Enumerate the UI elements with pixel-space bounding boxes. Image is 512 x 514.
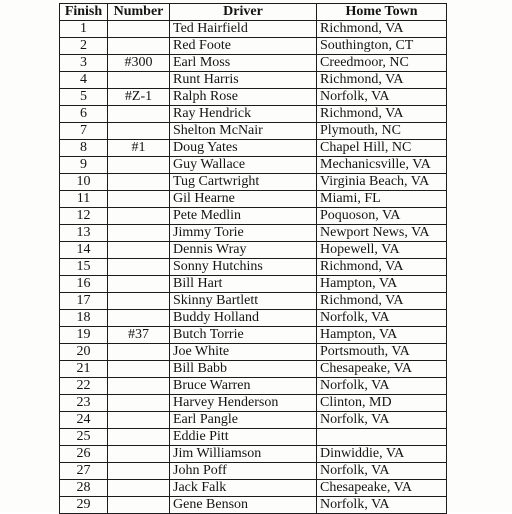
home-town-cell: Clinton, MD: [317, 395, 447, 412]
car-number-cell: [108, 361, 170, 378]
car-number-cell: [108, 395, 170, 412]
car-number-cell: [108, 429, 170, 446]
car-number-cell: [108, 72, 170, 89]
driver-name-cell: Dennis Wray: [170, 242, 317, 259]
finish-position-cell: 11: [60, 191, 108, 208]
home-town-column-header: Home Town: [317, 4, 447, 21]
finish-position-cell: 6: [60, 106, 108, 123]
driver-name-cell: Buddy Holland: [170, 310, 317, 327]
home-town-cell: Hampton, VA: [317, 276, 447, 293]
driver-name-cell: Runt Harris: [170, 72, 317, 89]
driver-name-cell: Ray Hendrick: [170, 106, 317, 123]
race-results-table: [59, 3, 447, 514]
home-town-cell: Norfolk, VA: [317, 310, 447, 327]
home-town-cell: Norfolk, VA: [317, 89, 447, 106]
table-row: [60, 293, 447, 310]
car-number-cell: #37: [108, 327, 170, 344]
home-town-cell: Plymouth, NC: [317, 123, 447, 140]
car-number-cell: [108, 259, 170, 276]
finish-position-cell: 25: [60, 429, 108, 446]
finish-position-cell: 5: [60, 89, 108, 106]
finish-position-cell: 16: [60, 276, 108, 293]
finish-position-cell: 28: [60, 480, 108, 497]
driver-name-cell: Joe White: [170, 344, 317, 361]
car-number-cell: #300: [108, 55, 170, 72]
table-row: [60, 140, 447, 157]
car-number-cell: [108, 208, 170, 225]
table-row: [60, 21, 447, 38]
driver-name-cell: Tug Cartwright: [170, 174, 317, 191]
finish-position-cell: 2: [60, 38, 108, 55]
car-number-cell: [108, 38, 170, 55]
table-row: [60, 259, 447, 276]
car-number-cell: [108, 174, 170, 191]
car-number-cell: [108, 276, 170, 293]
home-town-cell: Mechanicsville, VA: [317, 157, 447, 174]
table-row: [60, 38, 447, 55]
home-town-cell: Creedmoor, NC: [317, 55, 447, 72]
number-column-header: Number: [108, 4, 170, 21]
car-number-cell: [108, 225, 170, 242]
home-town-cell: Richmond, VA: [317, 106, 447, 123]
finish-position-cell: 10: [60, 174, 108, 191]
car-number-cell: [108, 310, 170, 327]
driver-name-cell: Pete Medlin: [170, 208, 317, 225]
home-town-cell: Southington, CT: [317, 38, 447, 55]
driver-name-cell: Jimmy Torie: [170, 225, 317, 242]
driver-name-cell: Shelton McNair: [170, 123, 317, 140]
home-town-cell: Miami, FL: [317, 191, 447, 208]
table-row: [60, 89, 447, 106]
table-row: [60, 123, 447, 140]
home-town-cell: [317, 429, 447, 446]
table-row: [60, 106, 447, 123]
driver-name-cell: Earl Pangle: [170, 412, 317, 429]
table-row: [60, 378, 447, 395]
driver-name-cell: Ralph Rose: [170, 89, 317, 106]
car-number-cell: #Z-1: [108, 89, 170, 106]
driver-name-cell: Sonny Hutchins: [170, 259, 317, 276]
table-row: [60, 208, 447, 225]
finish-position-cell: 1: [60, 21, 108, 38]
car-number-cell: [108, 21, 170, 38]
driver-name-cell: Red Foote: [170, 38, 317, 55]
car-number-cell: [108, 293, 170, 310]
header-row: [60, 4, 447, 21]
finish-column-header: Finish: [60, 4, 108, 21]
driver-name-cell: Bill Babb: [170, 361, 317, 378]
finish-position-cell: 23: [60, 395, 108, 412]
car-number-cell: [108, 463, 170, 480]
car-number-cell: [108, 242, 170, 259]
table-row: [60, 191, 447, 208]
finish-position-cell: 4: [60, 72, 108, 89]
table-row: [60, 429, 447, 446]
driver-name-cell: Ted Hairfield: [170, 21, 317, 38]
driver-name-cell: Bruce Warren: [170, 378, 317, 395]
finish-position-cell: 18: [60, 310, 108, 327]
driver-name-cell: Gene Benson: [170, 497, 317, 514]
finish-position-cell: 27: [60, 463, 108, 480]
table-row: [60, 361, 447, 378]
driver-column-header: Driver: [170, 4, 317, 21]
driver-name-cell: John Poff: [170, 463, 317, 480]
finish-position-cell: 7: [60, 123, 108, 140]
car-number-cell: [108, 157, 170, 174]
table-row: [60, 242, 447, 259]
home-town-cell: Chesapeake, VA: [317, 480, 447, 497]
driver-name-cell: Guy Wallace: [170, 157, 317, 174]
table-header: [60, 4, 447, 21]
finish-position-cell: 19: [60, 327, 108, 344]
car-number-cell: [108, 480, 170, 497]
home-town-cell: Chapel Hill, NC: [317, 140, 447, 157]
home-town-cell: Chesapeake, VA: [317, 361, 447, 378]
table-row: [60, 225, 447, 242]
finish-position-cell: 21: [60, 361, 108, 378]
table-row: [60, 276, 447, 293]
car-number-cell: [108, 344, 170, 361]
home-town-cell: Richmond, VA: [317, 21, 447, 38]
home-town-cell: Norfolk, VA: [317, 412, 447, 429]
car-number-cell: #1: [108, 140, 170, 157]
finish-position-cell: 29: [60, 497, 108, 514]
driver-name-cell: Gil Hearne: [170, 191, 317, 208]
driver-name-cell: Butch Torrie: [170, 327, 317, 344]
table-row: [60, 480, 447, 497]
table-row: [60, 446, 447, 463]
home-town-cell: Poquoson, VA: [317, 208, 447, 225]
finish-position-cell: 12: [60, 208, 108, 225]
driver-name-cell: Jim Williamson: [170, 446, 317, 463]
car-number-cell: [108, 497, 170, 514]
finish-position-cell: 24: [60, 412, 108, 429]
home-town-cell: Newport News, VA: [317, 225, 447, 242]
finish-position-cell: 17: [60, 293, 108, 310]
home-town-cell: Dinwiddie, VA: [317, 446, 447, 463]
table-row: [60, 395, 447, 412]
finish-position-cell: 3: [60, 55, 108, 72]
driver-name-cell: Jack Falk: [170, 480, 317, 497]
finish-position-cell: 15: [60, 259, 108, 276]
table-row: [60, 157, 447, 174]
home-town-cell: Virginia Beach, VA: [317, 174, 447, 191]
car-number-cell: [108, 106, 170, 123]
table-row: [60, 497, 447, 514]
finish-position-cell: 8: [60, 140, 108, 157]
driver-name-cell: Eddie Pitt: [170, 429, 317, 446]
home-town-cell: Portsmouth, VA: [317, 344, 447, 361]
finish-position-cell: 22: [60, 378, 108, 395]
driver-name-cell: Skinny Bartlett: [170, 293, 317, 310]
driver-name-cell: Harvey Henderson: [170, 395, 317, 412]
finish-position-cell: 20: [60, 344, 108, 361]
table-row: [60, 310, 447, 327]
table-row: [60, 174, 447, 191]
home-town-cell: Richmond, VA: [317, 293, 447, 310]
table-row: [60, 344, 447, 361]
finish-position-cell: 9: [60, 157, 108, 174]
table-row: [60, 463, 447, 480]
home-town-cell: Hopewell, VA: [317, 242, 447, 259]
car-number-cell: [108, 378, 170, 395]
home-town-cell: Norfolk, VA: [317, 378, 447, 395]
home-town-cell: Norfolk, VA: [317, 497, 447, 514]
driver-name-cell: Earl Moss: [170, 55, 317, 72]
table-row: [60, 72, 447, 89]
finish-position-cell: 13: [60, 225, 108, 242]
home-town-cell: Norfolk, VA: [317, 463, 447, 480]
table-body: [60, 21, 447, 514]
home-town-cell: Richmond, VA: [317, 72, 447, 89]
home-town-cell: Hampton, VA: [317, 327, 447, 344]
car-number-cell: [108, 191, 170, 208]
finish-position-cell: 14: [60, 242, 108, 259]
car-number-cell: [108, 123, 170, 140]
driver-name-cell: Doug Yates: [170, 140, 317, 157]
driver-name-cell: Bill Hart: [170, 276, 317, 293]
table-row: [60, 55, 447, 72]
finish-position-cell: 26: [60, 446, 108, 463]
car-number-cell: [108, 412, 170, 429]
car-number-cell: [108, 446, 170, 463]
table-row: [60, 327, 447, 344]
table-row: [60, 412, 447, 429]
home-town-cell: Richmond, VA: [317, 259, 447, 276]
